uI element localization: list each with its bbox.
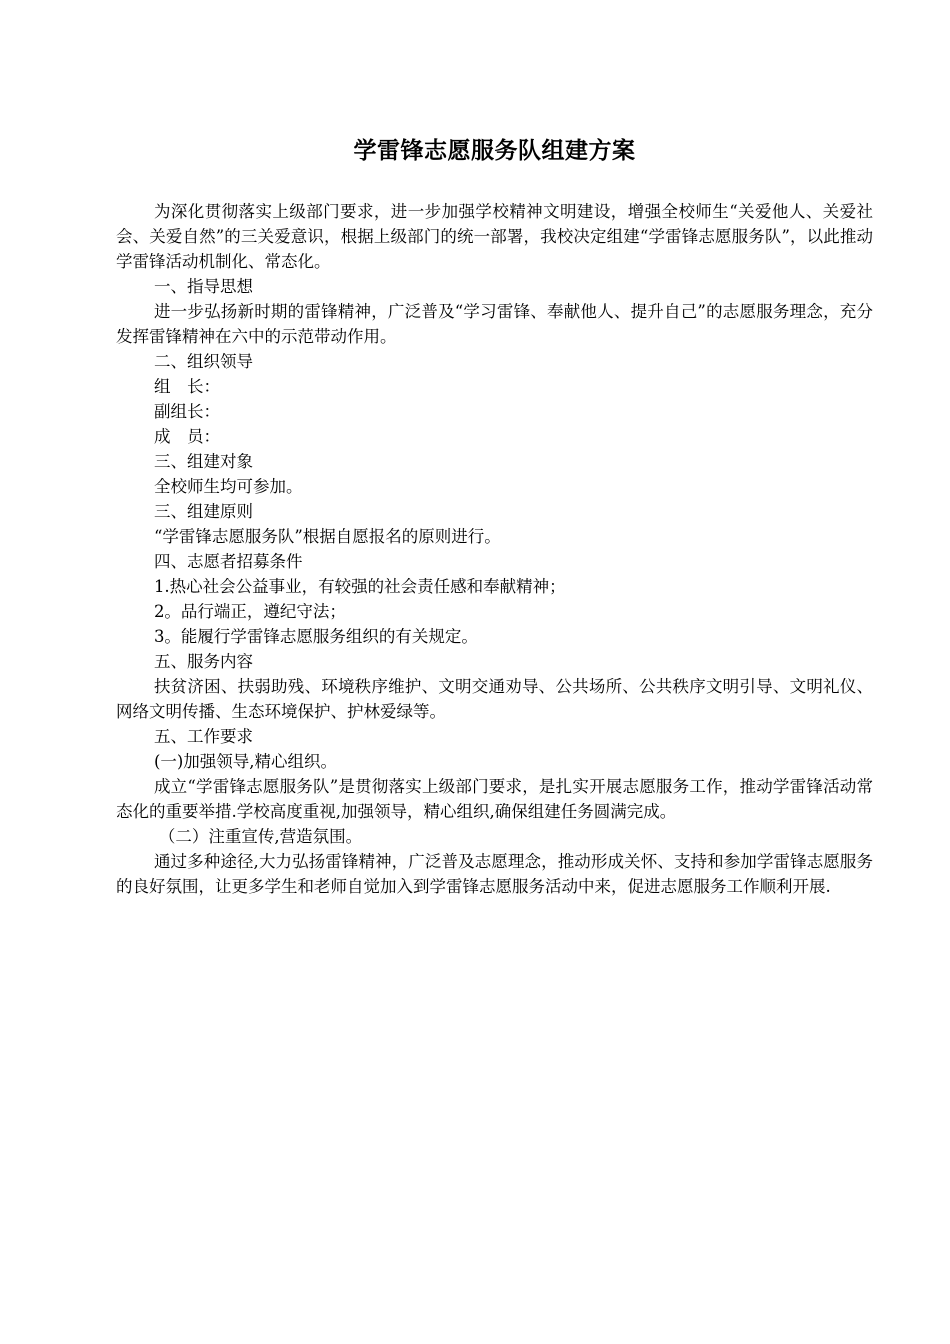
- publicity-paragraph: 通过多种途径,大力弘扬雷锋精神，广泛普及志愿理念，推动形成关怀、支持和参加学雷锋志愿服务的良好氛围，让更多学生和老师自觉加入到学雷锋志愿服务活动中来，促进志愿服务工作顺利开展.: [116, 852, 873, 896]
- leader-line: 组 长：: [153, 377, 220, 396]
- section-heading-principle: 三、组建原则: [153, 502, 253, 521]
- section-heading-leadership: 二、组织领导: [153, 352, 253, 371]
- deputy-leader-line: 副组长：: [153, 402, 220, 421]
- leadership-paragraph: 成立“学雷锋志愿服务队”是贯彻落实上级部门要求，是扎实开展志愿服务工作，推动学雷锋活动常态化的重要举措.学校高度重视,加强领导，精心组织,确保组建任务圆满完成。: [116, 777, 873, 821]
- recruitment-condition-1: 1.热心社会公益事业，有较强的社会责任感和奉献精神；: [153, 577, 566, 596]
- service-content-paragraph: 扶贫济困、扶弱助残、环境秩序维护、文明交通劝导、公共场所、公共秩序文明引导、文明礼仪、网络文明传播、生态环境保护、护林爱绿等。: [116, 677, 873, 721]
- principle-paragraph: “学雷锋志愿服务队”根据自愿报名的原则进行。: [153, 527, 501, 546]
- section-heading-target: 三、组建对象: [153, 452, 253, 471]
- subsection-heading-publicity: （二）注重宣传,营造氛围。: [158, 827, 363, 846]
- document-title: 学雷锋志愿服务队组建方案: [353, 138, 636, 164]
- section-heading-work-requirements: 五、工作要求: [153, 727, 253, 746]
- document-body: [116, 199, 873, 899]
- target-paragraph: 全校师生均可参加。: [153, 477, 303, 496]
- subsection-heading-leadership: (一)加强领导,精心组织。: [153, 752, 338, 771]
- intro-paragraph: 为深化贯彻落实上级部门要求，进一步加强学校精神文明建设，增强全校师生“关爱他人、关爱社会、关爱自然”的三关爱意识，根据上级部门的统一部署，我校决定组建“学雷锋志愿服务队”，以此推动学雷锋活动机制化、常态化。: [116, 202, 873, 271]
- guiding-thought-paragraph: 进一步弘扬新时期的雷锋精神，广泛普及“学习雷锋、奉献他人、提升自己”的志愿服务理念，充分发挥雷锋精神在六中的示范带动作用。: [116, 302, 873, 346]
- recruitment-condition-3: 3。能履行学雷锋志愿服务组织的有关规定。: [153, 627, 478, 646]
- section-heading-guiding-thought: 一、指导思想: [153, 277, 253, 296]
- members-line: 成 员：: [153, 427, 220, 446]
- section-heading-recruitment: 四、志愿者招募条件: [153, 552, 303, 571]
- section-heading-service-content: 五、服务内容: [153, 652, 253, 671]
- recruitment-condition-2: 2。品行端正，遵纪守法；: [153, 602, 346, 621]
